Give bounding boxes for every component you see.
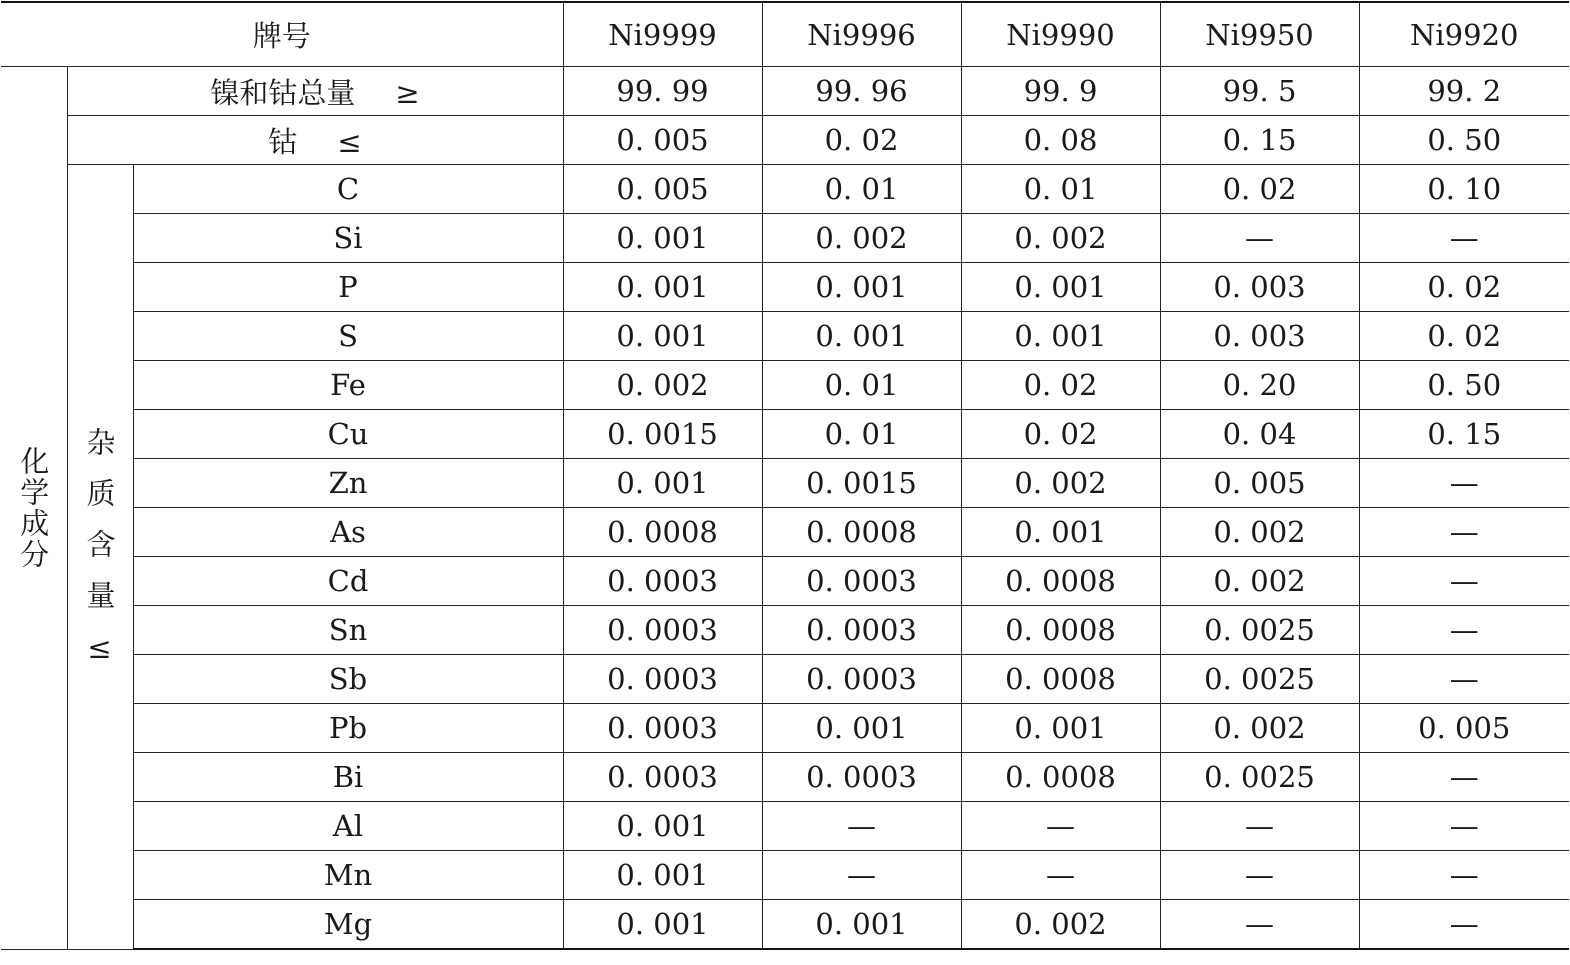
value-cell: — xyxy=(1160,214,1359,263)
impurity-row-zn xyxy=(1,459,1569,508)
value-cell: — xyxy=(1359,459,1569,508)
value-cell: 0. 002 xyxy=(762,214,961,263)
impurity-row-al xyxy=(1,802,1569,851)
value-cell: 0. 001 xyxy=(563,802,762,851)
value-cell: 0. 15 xyxy=(1359,410,1569,459)
value-cell: 0. 005 xyxy=(1160,459,1359,508)
element-label: Cu xyxy=(133,410,563,459)
impurity-content-label: 杂质含量≤ xyxy=(67,165,133,950)
value-cell: — xyxy=(762,802,961,851)
value-cell: 0. 003 xyxy=(1160,263,1359,312)
value-cell: 0. 002 xyxy=(961,214,1160,263)
value-cell: 0. 001 xyxy=(762,312,961,361)
value-cell: 0. 005 xyxy=(563,165,762,214)
grade-header: Ni9990 xyxy=(961,2,1160,67)
element-label: Zn xyxy=(133,459,563,508)
value-cell: 0. 002 xyxy=(1160,557,1359,606)
element-label: Fe xyxy=(133,361,563,410)
grade-header: Ni9950 xyxy=(1160,2,1359,67)
impurity-row-c xyxy=(1,165,1569,214)
value-cell: 0. 02 xyxy=(1160,165,1359,214)
impurity-row-sn xyxy=(1,606,1569,655)
value-cell: — xyxy=(961,851,1160,900)
element-label: Si xyxy=(133,214,563,263)
value-cell: 99. 99 xyxy=(563,67,762,116)
value-cell: 0. 002 xyxy=(1160,508,1359,557)
element-label: Al xyxy=(133,802,563,851)
value-cell: 99. 96 xyxy=(762,67,961,116)
value-cell: 0. 005 xyxy=(563,116,762,165)
value-cell: 0. 0003 xyxy=(762,753,961,802)
cobalt-row xyxy=(1,116,1569,165)
composition-table xyxy=(1,1,1569,950)
value-cell: 0. 0003 xyxy=(762,655,961,704)
nico-total-label-cell xyxy=(67,67,563,116)
value-cell: 0. 0003 xyxy=(563,557,762,606)
value-cell: 0. 01 xyxy=(762,165,961,214)
value-cell: — xyxy=(1359,655,1569,704)
value-cell: 0. 002 xyxy=(961,900,1160,950)
cobalt-label: 钴 xyxy=(268,124,298,159)
value-cell: 0. 20 xyxy=(1160,361,1359,410)
value-cell: 0. 001 xyxy=(762,263,961,312)
value-cell: 0. 08 xyxy=(961,116,1160,165)
value-cell: — xyxy=(1359,851,1569,900)
value-cell: 0. 01 xyxy=(762,410,961,459)
element-label: As xyxy=(133,508,563,557)
value-cell: 0. 02 xyxy=(961,361,1160,410)
value-cell: 0. 001 xyxy=(762,704,961,753)
value-cell: 0. 001 xyxy=(563,312,762,361)
impurity-row-s xyxy=(1,312,1569,361)
value-cell: 0. 001 xyxy=(563,263,762,312)
element-label: Cd xyxy=(133,557,563,606)
value-cell: 0. 0015 xyxy=(762,459,961,508)
value-cell: — xyxy=(1359,606,1569,655)
grade-header-label: 牌号 xyxy=(1,2,563,67)
value-cell: 0. 0025 xyxy=(1160,753,1359,802)
element-label: S xyxy=(133,312,563,361)
nico-total-row xyxy=(1,67,1569,116)
nico-total-label: 镍和钴总量 xyxy=(210,75,356,110)
value-cell: 0. 02 xyxy=(1359,263,1569,312)
impurity-row-fe xyxy=(1,361,1569,410)
value-cell: — xyxy=(1359,900,1569,950)
value-cell: 0. 002 xyxy=(961,459,1160,508)
impurity-row-mg xyxy=(1,900,1569,950)
element-label: C xyxy=(133,165,563,214)
value-cell: 0. 0003 xyxy=(563,655,762,704)
value-cell: 99. 9 xyxy=(961,67,1160,116)
value-cell: 0. 02 xyxy=(1359,312,1569,361)
value-cell: 0. 001 xyxy=(961,508,1160,557)
value-cell: 0. 0003 xyxy=(563,753,762,802)
element-label: Pb xyxy=(133,704,563,753)
element-label: Bi xyxy=(133,753,563,802)
value-cell: — xyxy=(1359,557,1569,606)
impurity-row-p xyxy=(1,263,1569,312)
value-cell: 0. 50 xyxy=(1359,361,1569,410)
grade-header: Ni9996 xyxy=(762,2,961,67)
value-cell: 0. 0008 xyxy=(762,508,961,557)
value-cell: — xyxy=(1359,753,1569,802)
impurity-row-cu xyxy=(1,410,1569,459)
value-cell: 0. 005 xyxy=(1359,704,1569,753)
value-cell: 0. 0003 xyxy=(563,704,762,753)
value-cell: — xyxy=(1359,802,1569,851)
value-cell: — xyxy=(1160,802,1359,851)
value-cell: 99. 5 xyxy=(1160,67,1359,116)
value-cell: 0. 01 xyxy=(762,361,961,410)
value-cell: 0. 0008 xyxy=(961,655,1160,704)
nico-total-op: ≥ xyxy=(395,75,420,110)
value-cell: 0. 0003 xyxy=(762,557,961,606)
element-label: Sb xyxy=(133,655,563,704)
impurity-row-pb xyxy=(1,704,1569,753)
value-cell: 0. 01 xyxy=(961,165,1160,214)
impurity-row-as xyxy=(1,508,1569,557)
element-label: Sn xyxy=(133,606,563,655)
value-cell: 0. 002 xyxy=(1160,704,1359,753)
impurity-row-mn xyxy=(1,851,1569,900)
value-cell: — xyxy=(762,851,961,900)
value-cell: 0. 001 xyxy=(961,704,1160,753)
value-cell: 0. 001 xyxy=(563,214,762,263)
value-cell: 0. 0025 xyxy=(1160,655,1359,704)
value-cell: 0. 001 xyxy=(563,900,762,950)
value-cell: 0. 001 xyxy=(961,312,1160,361)
value-cell: 99. 2 xyxy=(1359,67,1569,116)
value-cell: 0. 0008 xyxy=(961,753,1160,802)
value-cell: — xyxy=(1160,900,1359,950)
impurity-row-sb xyxy=(1,655,1569,704)
value-cell: 0. 02 xyxy=(961,410,1160,459)
chemical-composition-label: 化学成分 xyxy=(1,67,67,950)
value-cell: 0. 003 xyxy=(1160,312,1359,361)
value-cell: 0. 0008 xyxy=(961,606,1160,655)
value-cell: 0. 002 xyxy=(563,361,762,410)
cobalt-label-cell xyxy=(67,116,563,165)
value-cell: 0. 001 xyxy=(563,851,762,900)
value-cell: 0. 02 xyxy=(762,116,961,165)
value-cell: — xyxy=(1359,508,1569,557)
impurity-row-bi xyxy=(1,753,1569,802)
value-cell: 0. 001 xyxy=(762,900,961,950)
element-label: Mg xyxy=(133,900,563,950)
value-cell: 0. 50 xyxy=(1359,116,1569,165)
value-cell: 0. 0003 xyxy=(762,606,961,655)
value-cell: 0. 0003 xyxy=(563,606,762,655)
value-cell: 0. 0025 xyxy=(1160,606,1359,655)
element-label: Mn xyxy=(133,851,563,900)
value-cell: 0. 0015 xyxy=(563,410,762,459)
value-cell: 0. 001 xyxy=(961,263,1160,312)
impurity-row-si xyxy=(1,214,1569,263)
value-cell: 0. 001 xyxy=(563,459,762,508)
cobalt-op: ≤ xyxy=(337,124,362,159)
value-cell: — xyxy=(961,802,1160,851)
value-cell: — xyxy=(1359,214,1569,263)
header-row xyxy=(1,2,1569,67)
value-cell: — xyxy=(1160,851,1359,900)
element-label: P xyxy=(133,263,563,312)
value-cell: 0. 04 xyxy=(1160,410,1359,459)
value-cell: 0. 0008 xyxy=(961,557,1160,606)
value-cell: 0. 15 xyxy=(1160,116,1359,165)
impurity-row-cd xyxy=(1,557,1569,606)
grade-header: Ni9920 xyxy=(1359,2,1569,67)
grade-header: Ni9999 xyxy=(563,2,762,67)
value-cell: 0. 0008 xyxy=(563,508,762,557)
value-cell: 0. 10 xyxy=(1359,165,1569,214)
